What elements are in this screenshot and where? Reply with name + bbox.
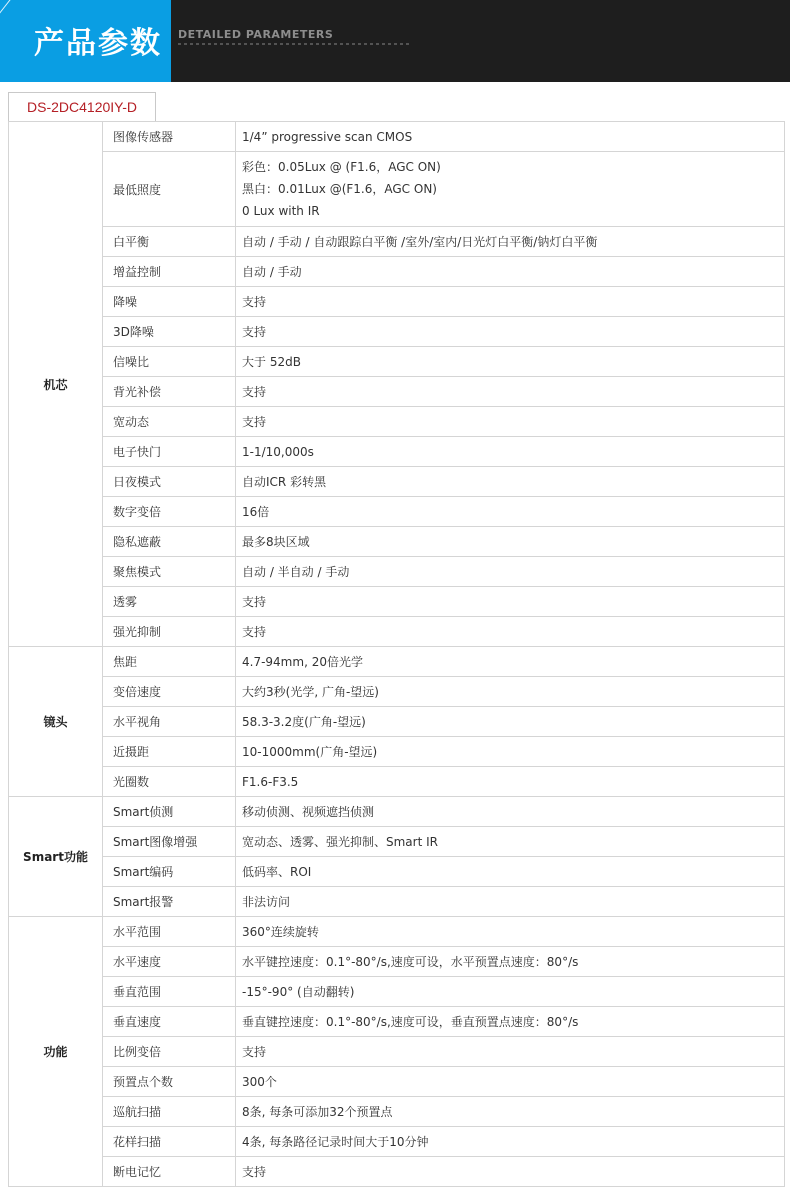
table-row	[9, 887, 785, 917]
section-category: Smart功能	[9, 797, 103, 917]
spec-value	[236, 977, 785, 1007]
spec-value	[236, 257, 785, 287]
spec-value	[236, 527, 785, 557]
spec-label: 宽动态	[103, 407, 236, 437]
spec-value-line: 支持	[242, 295, 267, 309]
section-category: 机芯	[9, 122, 103, 647]
table-row	[9, 527, 785, 557]
spec-label: 断电记忆	[103, 1157, 236, 1187]
table-row	[9, 737, 785, 767]
spec-value-line: 黑白：0.01Lux @(F1.6，AGC ON)	[242, 182, 437, 196]
spec-value-line: 4条, 每条路径记录时间大于10分钟	[242, 1135, 429, 1149]
section-category: 镜头	[9, 647, 103, 797]
spec-label: 水平范围	[103, 917, 236, 947]
spec-value-line: 最多8块区域	[242, 535, 310, 549]
table-row	[9, 377, 785, 407]
spec-value	[236, 467, 785, 497]
spec-table-container	[8, 121, 784, 1187]
table-row	[9, 227, 785, 257]
spec-value-line: -15°-90° (自动翻转)	[242, 985, 355, 999]
spec-value	[236, 917, 785, 947]
spec-label: 光圈数	[103, 767, 236, 797]
spec-value-line: F1.6-F3.5	[242, 774, 299, 789]
spec-table	[8, 121, 785, 1187]
spec-label: 垂直速度	[103, 1007, 236, 1037]
table-row	[9, 347, 785, 377]
table-row	[9, 707, 785, 737]
spec-value	[236, 677, 785, 707]
spec-value	[236, 317, 785, 347]
table-row	[9, 407, 785, 437]
spec-value	[236, 1127, 785, 1157]
spec-value	[236, 827, 785, 857]
spec-value	[236, 377, 785, 407]
table-row	[9, 767, 785, 797]
spec-value	[236, 287, 785, 317]
spec-value-line: 自动 / 手动	[242, 265, 302, 279]
spec-value-line: 4.7-94mm, 20倍光学	[242, 655, 363, 669]
spec-value-line: 水平键控速度：0.1°-80°/s,速度可设，水平预置点速度：80°/s	[242, 955, 579, 969]
spec-value	[236, 497, 785, 527]
spec-value	[236, 1067, 785, 1097]
table-row	[9, 1127, 785, 1157]
table-row	[9, 977, 785, 1007]
spec-label: 图像传感器	[103, 122, 236, 152]
spec-label: 白平衡	[103, 227, 236, 257]
spec-label: 比例变倍	[103, 1037, 236, 1067]
spec-value-line: 大约3秒(光学, 广角-望远)	[242, 685, 379, 699]
section-category: 功能	[9, 917, 103, 1187]
spec-value-line: 非法访问	[242, 895, 291, 909]
spec-label: 变倍速度	[103, 677, 236, 707]
slash-decoration-icon	[0, 0, 15, 73]
spec-value-line: 8条, 每条可添加32个预置点	[242, 1105, 393, 1119]
table-row	[9, 677, 785, 707]
spec-value	[236, 1157, 785, 1187]
spec-value	[236, 887, 785, 917]
spec-label: 电子快门	[103, 437, 236, 467]
page-title: 产品参数	[34, 26, 162, 61]
spec-label: 预置点个数	[103, 1067, 236, 1097]
spec-label: 花样扫描	[103, 1127, 236, 1157]
table-row	[9, 857, 785, 887]
table-row	[9, 467, 785, 497]
spec-value	[236, 1007, 785, 1037]
spec-label: 近摄距	[103, 737, 236, 767]
spec-label: 3D降噪	[103, 317, 236, 347]
spec-label: Smart图像增强	[103, 827, 236, 857]
spec-label: 垂直范围	[103, 977, 236, 1007]
spec-value	[236, 1097, 785, 1127]
spec-label: 信噪比	[103, 347, 236, 377]
spec-label: 透雾	[103, 587, 236, 617]
spec-table-body	[9, 122, 785, 1187]
table-row	[9, 917, 785, 947]
table-row	[9, 287, 785, 317]
table-row	[9, 257, 785, 287]
spec-value	[236, 647, 785, 677]
spec-value-line: 支持	[242, 1045, 267, 1059]
spec-value-line: 垂直键控速度：0.1°-80°/s,速度可设，垂直预置点速度：80°/s	[242, 1015, 579, 1029]
spec-label: 聚焦模式	[103, 557, 236, 587]
table-row	[9, 617, 785, 647]
spec-label: 焦距	[103, 647, 236, 677]
spec-value	[236, 947, 785, 977]
spec-value	[236, 1037, 785, 1067]
spec-value-line: 支持	[242, 415, 267, 429]
table-row	[9, 317, 785, 347]
spec-value	[236, 152, 785, 227]
spec-value-line: 0 Lux with IR	[242, 204, 320, 218]
spec-value	[236, 122, 785, 152]
spec-value-line: 自动 / 半自动 / 手动	[242, 565, 350, 579]
dotted-divider	[178, 43, 412, 45]
spec-value-line: 58.3-3.2度(广角-望远)	[242, 715, 366, 729]
banner-title-block	[0, 0, 171, 82]
spec-value	[236, 587, 785, 617]
table-row	[9, 587, 785, 617]
table-row	[9, 122, 785, 152]
spec-label: 最低照度	[103, 152, 236, 227]
spec-value-line: 支持	[242, 625, 267, 639]
spec-value-line: 300个	[242, 1075, 277, 1089]
spec-value	[236, 347, 785, 377]
spec-value-line: 支持	[242, 385, 267, 399]
spec-value	[236, 227, 785, 257]
spec-value-line: 移动侦测、视频遮挡侦测	[242, 805, 375, 819]
spec-label: 巡航扫描	[103, 1097, 236, 1127]
model-tab: DS-2DC4120IY-D	[8, 92, 156, 121]
spec-value-line: 1/4” progressive scan CMOS	[242, 129, 413, 144]
spec-label: 日夜模式	[103, 467, 236, 497]
table-row	[9, 1067, 785, 1097]
spec-value-line: 自动 / 手动 / 自动跟踪白平衡 /室外/室内/日光灯白平衡/钠灯白平衡	[242, 235, 598, 249]
spec-value-line: 大于 52dB	[242, 355, 301, 369]
spec-value-line: 10-1000mm(广角-望远)	[242, 745, 378, 759]
spec-label: 强光抑制	[103, 617, 236, 647]
table-row	[9, 1097, 785, 1127]
spec-value	[236, 797, 785, 827]
spec-value	[236, 617, 785, 647]
spec-value-line: 彩色：0.05Lux @ (F1.6，AGC ON)	[242, 160, 441, 174]
spec-value	[236, 857, 785, 887]
spec-value-line: 宽动态、透雾、强光抑制、Smart IR	[242, 835, 438, 849]
spec-value	[236, 767, 785, 797]
table-row	[9, 797, 785, 827]
spec-label: 水平速度	[103, 947, 236, 977]
table-row	[9, 1037, 785, 1067]
spec-label: 背光补偿	[103, 377, 236, 407]
spec-value-line: 360°连续旋转	[242, 925, 319, 939]
spec-label: 增益控制	[103, 257, 236, 287]
spec-value-line: 支持	[242, 1165, 267, 1179]
spec-value	[236, 737, 785, 767]
spec-label: Smart编码	[103, 857, 236, 887]
table-row	[9, 1157, 785, 1187]
spec-value	[236, 437, 785, 467]
table-row	[9, 497, 785, 527]
spec-label: 降噪	[103, 287, 236, 317]
spec-value-line: 支持	[242, 595, 267, 609]
spec-label: 水平视角	[103, 707, 236, 737]
table-row	[9, 437, 785, 467]
table-row	[9, 647, 785, 677]
spec-value-line: 16倍	[242, 505, 270, 519]
table-row	[9, 557, 785, 587]
spec-value	[236, 557, 785, 587]
page-subtitle: DETAILED PARAMETERS	[178, 28, 334, 41]
header-banner	[0, 0, 790, 82]
spec-value	[236, 707, 785, 737]
table-row	[9, 947, 785, 977]
spec-label: 数字变倍	[103, 497, 236, 527]
spec-label: Smart报警	[103, 887, 236, 917]
table-row	[9, 827, 785, 857]
table-row	[9, 152, 785, 227]
spec-value-line: 支持	[242, 325, 267, 339]
table-row	[9, 1007, 785, 1037]
spec-value-line: 1-1/10,000s	[242, 444, 314, 459]
spec-value-line: 低码率、ROI	[242, 865, 312, 879]
spec-label: 隐私遮蔽	[103, 527, 236, 557]
spec-value	[236, 407, 785, 437]
spec-value-line: 自动ICR 彩转黑	[242, 475, 327, 489]
spec-label: Smart侦测	[103, 797, 236, 827]
